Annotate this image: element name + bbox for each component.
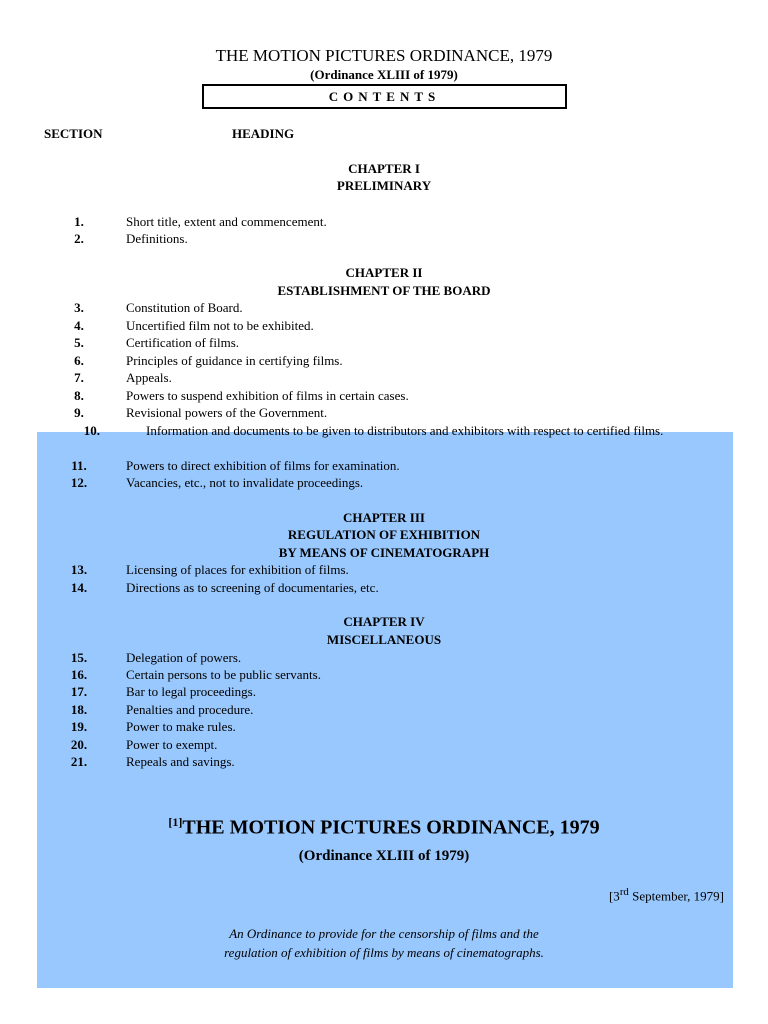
section-number: 18. — [70, 702, 88, 717]
section-heading: Information and documents to be given to distributors and exhibitors with respect to certified films. — [146, 423, 664, 438]
section-heading: Bar to legal proceedings. — [126, 684, 256, 699]
section-number: 12. — [70, 475, 88, 490]
section-heading: Directions as to screening of documentaries, etc. — [126, 580, 379, 595]
section-heading: Principles of guidance in certifying films. — [126, 353, 343, 368]
section-number: 14. — [70, 580, 88, 595]
section-number: 2. — [74, 231, 84, 246]
heading-column-header: HEADING — [232, 126, 295, 141]
ordinance-subtitle: (Ordinance XLIII of 1979) — [298, 848, 470, 864]
date-ordinal: rd — [619, 886, 629, 898]
ordinance-title — [0, 815, 768, 840]
chapter-label: CHAPTER I — [348, 161, 420, 176]
section-heading: Powers to direct exhibition of films for examination. — [126, 458, 400, 473]
section-number: 11. — [71, 458, 87, 473]
section-column-header: SECTION — [44, 126, 103, 141]
section-heading: Revisional powers of the Government. — [126, 405, 328, 420]
section-number: 7. — [74, 370, 84, 385]
section-number: 19. — [70, 719, 88, 734]
section-number: 17. — [70, 684, 88, 699]
preamble — [0, 924, 768, 962]
date-prefix: [3 — [608, 888, 620, 904]
section-number: 15. — [70, 650, 88, 665]
chapter-title: ESTABLISHMENT OF THE BOARD — [277, 283, 491, 298]
page-subtitle: (Ordinance XLIII of 1979) — [310, 67, 458, 82]
section-heading: Repeals and savings. — [126, 754, 235, 769]
chapter-title: REGULATION OF EXHIBITION — [287, 527, 481, 542]
ordinance-title-text: THE MOTION PICTURES ORDINANCE, 1979 — [182, 816, 600, 839]
chapter-title: BY MEANS OF CINEMATOGRAPH — [278, 545, 490, 560]
chapter-label: CHAPTER III — [343, 510, 425, 525]
chapter-label: CHAPTER II — [345, 265, 423, 280]
section-heading: Vacancies, etc., not to invalidate proceedings. — [126, 475, 364, 490]
section-heading: Licensing of places for exhibition of films. — [126, 562, 349, 577]
section-heading: Power to make rules. — [126, 719, 236, 734]
date-suffix: September, 1979] — [628, 888, 724, 904]
section-number: 3. — [74, 300, 84, 315]
section-number: 10. — [83, 423, 100, 438]
section-heading: Penalties and procedure. — [126, 702, 254, 717]
section-heading: Delegation of powers. — [126, 650, 242, 665]
section-heading: Powers to suspend exhibition of films in certain cases. — [126, 388, 409, 403]
section-number: 21. — [70, 754, 88, 769]
chapter-title: MISCELLANEOUS — [326, 632, 442, 647]
footnote-link[interactable]: [1] — [168, 815, 183, 829]
section-number: 6. — [74, 353, 84, 368]
section-heading: Constitution of Board. — [126, 300, 243, 315]
section-heading: Definitions. — [126, 231, 188, 246]
chapter-label: CHAPTER IV — [343, 614, 425, 629]
section-heading: Short title, extent and commencement. — [126, 214, 327, 229]
list-item — [40, 422, 726, 440]
section-number: 9. — [74, 405, 84, 420]
section-number: 4. — [74, 318, 84, 333]
preamble-line: regulation of exhibition of films by means of cinematographs. — [224, 945, 544, 960]
section-number: 20. — [70, 737, 88, 752]
section-heading: Certification of films. — [126, 335, 240, 350]
section-heading: Certain persons to be public servants. — [126, 667, 321, 682]
chapter-title: PRELIMINARY — [336, 178, 432, 193]
section-number: 13. — [70, 562, 88, 577]
ordinance-date — [609, 886, 724, 904]
page-title: THE MOTION PICTURES ORDINANCE, 1979 — [215, 46, 553, 65]
section-number: 5. — [74, 335, 84, 350]
preamble-line: An Ordinance to provide for the censorship of films and the — [229, 926, 539, 941]
section-heading: Appeals. — [126, 370, 172, 385]
section-number: 16. — [70, 667, 88, 682]
section-number: 1. — [74, 214, 84, 229]
contents-heading: CONTENTS — [202, 84, 567, 109]
section-number: 8. — [74, 388, 84, 403]
section-heading: Uncertified film not to be exhibited. — [126, 318, 314, 333]
section-heading: Power to exempt. — [126, 737, 218, 752]
